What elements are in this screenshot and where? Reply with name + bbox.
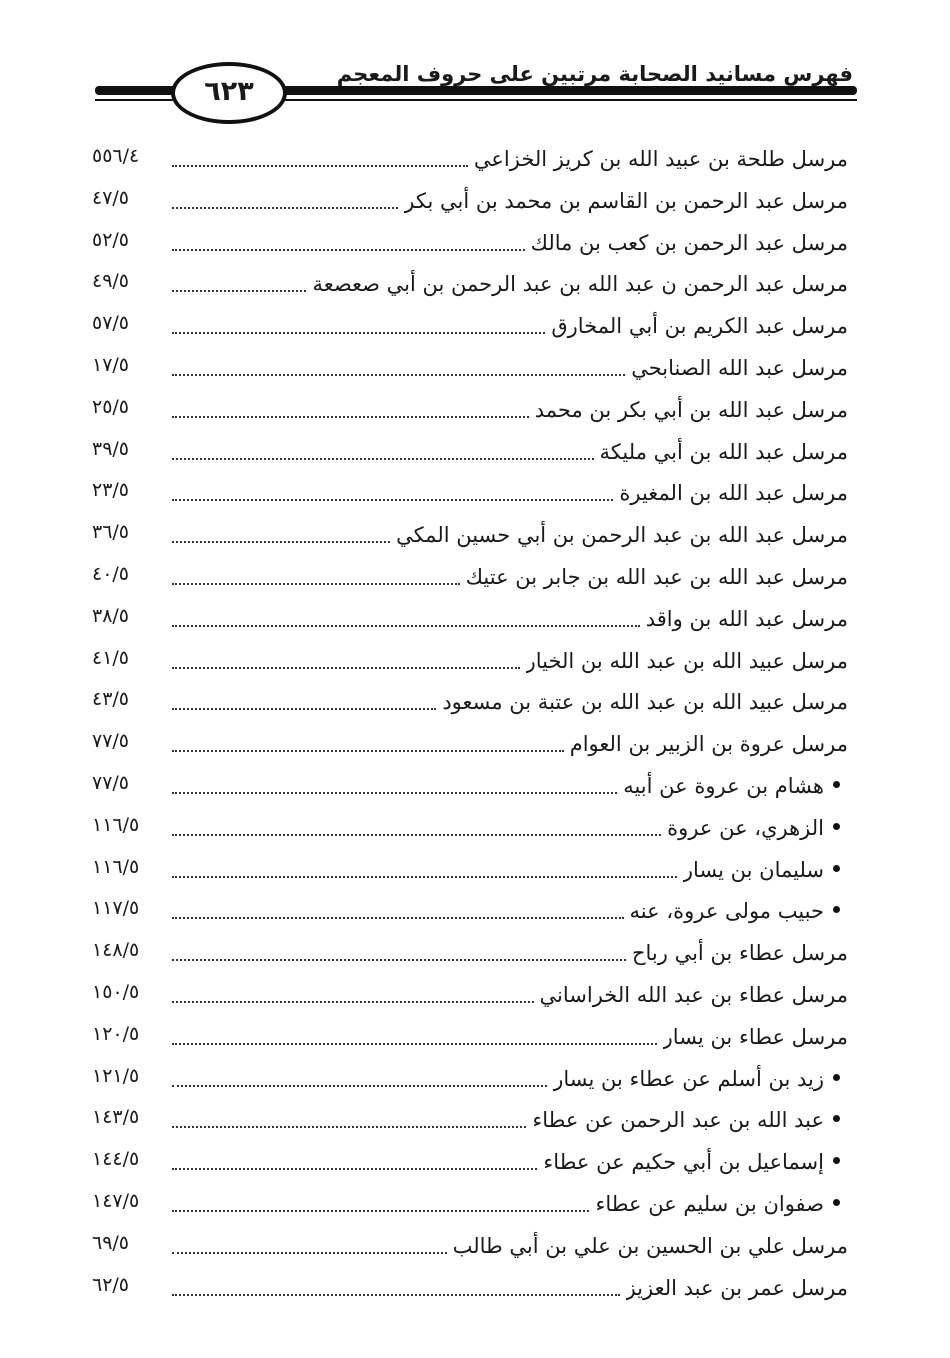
bullet-icon: [833, 1115, 840, 1122]
entry-text: مرسل عبد الله بن واقد: [645, 606, 848, 631]
entry-text: الزهري، عن عروة: [667, 815, 824, 840]
volume-page-ref: ٤١/٥: [92, 646, 130, 669]
dot-leader: [172, 458, 594, 460]
index-subentry: [0, 891, 950, 931]
index-subentry: [0, 1100, 950, 1140]
dot-leader: [172, 1085, 547, 1087]
index-subentry: [0, 808, 950, 848]
dot-leader: [172, 249, 525, 251]
entry-text: مرسل عبد الله بن أبي بكر بن محمد: [534, 397, 848, 422]
dot-leader: [172, 1126, 526, 1128]
dot-leader: [172, 1168, 537, 1170]
entry-text: مرسل عبيد الله بن عبد الله بن الخيار: [525, 648, 848, 673]
dot-leader: [172, 499, 613, 501]
entry-text: مرسل علي بن الحسين بن علي بن أبي طالب: [452, 1233, 848, 1258]
entry-text: مرسل عبد الكريم بن أبي المخارق: [551, 314, 848, 339]
dot-leader: [172, 290, 306, 292]
entry-text: إسماعيل بن أبي حكيم عن عطاء: [543, 1150, 824, 1175]
bullet-icon: [833, 1157, 840, 1164]
dot-leader: [172, 917, 624, 919]
volume-page-ref: ١١٦/٥: [92, 813, 140, 836]
volume-page-ref: ٣٦/٥: [92, 521, 130, 544]
entry-text: مرسل عبد الله بن المغيرة: [619, 481, 848, 506]
volume-page-ref: ١١٦/٥: [92, 855, 140, 878]
entry-text: مرسل عبد الرحمن بن القاسم بن محمد بن أبي بكر: [404, 188, 848, 213]
volume-page-ref: ١٤٣/٥: [92, 1106, 140, 1129]
dot-leader: [172, 165, 468, 167]
entry-text: مرسل عبد الله بن أبي مليكة: [599, 439, 848, 464]
index-entry: [0, 682, 950, 722]
dot-leader: [172, 332, 545, 334]
index-entry: [0, 1268, 950, 1308]
entry-text: صفوان بن سليم عن عطاء: [595, 1192, 824, 1216]
index-entry: [0, 390, 950, 430]
bullet-icon: [833, 865, 840, 872]
dot-leader: [172, 541, 390, 543]
index-entry: [0, 557, 950, 597]
dot-leader: [172, 374, 625, 376]
volume-page-ref: ٢٣/٥: [92, 479, 130, 502]
entry-text: سليمان بن يسار: [682, 857, 824, 882]
volume-page-ref: ٥٧/٥: [92, 312, 130, 335]
volume-page-ref: ١٤٨/٥: [92, 939, 140, 962]
dot-leader: [172, 1001, 534, 1003]
volume-page-ref: ٧٧/٥: [92, 730, 130, 753]
dot-leader: [172, 1294, 620, 1296]
index-entry: [0, 599, 950, 639]
entry-text: مرسل عبد الرحمن ن عبد الله بن عبد الرحمن بن أبي صعصعة: [312, 272, 848, 297]
entry-text: زيد بن أسلم عن عطاء بن يسار: [553, 1066, 824, 1091]
index-entry: [0, 724, 950, 764]
entry-text: حبيب مولى عروة، عنه: [629, 899, 824, 924]
index-subentry: [0, 766, 950, 806]
volume-page-ref: ١٢٠/٥: [92, 1022, 140, 1045]
index-entry: [0, 473, 950, 513]
volume-page-ref: ٥٢/٥: [92, 228, 130, 251]
dot-leader: [172, 667, 520, 669]
entry-text: مرسل عروة بن الزبير بن العوام: [569, 732, 848, 757]
running-title: فهرس مسانيد الصحابة مرتبين على حروف المعجم: [336, 62, 853, 86]
entry-text: مرسل عمر بن عبد العزيز: [625, 1275, 848, 1300]
volume-page-ref: ٣٨/٥: [92, 604, 130, 627]
volume-page-ref: ١٤٧/٥: [92, 1190, 140, 1212]
entry-text: مرسل عبد الله بن عبد الله بن جابر بن عتيك: [465, 565, 848, 589]
volume-page-ref: ٤٩/٥: [92, 270, 130, 293]
volume-page-ref: ٤٠/٥: [92, 563, 130, 585]
entry-text: مرسل طلحة بن عبيد الله بن كريز الخزاعي: [473, 147, 848, 171]
volume-page-ref: ١٢١/٥: [92, 1064, 140, 1087]
dot-leader: [172, 416, 529, 418]
index-entry: [0, 264, 950, 304]
dot-leader: [172, 750, 564, 752]
entry-text: مرسل عبد الله بن عبد الرحمن بن أبي حسين المكي: [396, 523, 848, 548]
index-entry: [0, 933, 950, 973]
index-entry: [0, 515, 950, 555]
dot-leader: [172, 583, 460, 585]
index-entry: [0, 641, 950, 681]
volume-page-ref: ١٧/٥: [92, 354, 130, 376]
entry-text: مرسل عبد الرحمن بن كعب بن مالك: [530, 230, 848, 255]
index-subentry: [0, 1184, 950, 1224]
dot-leader: [172, 1252, 447, 1254]
entry-text: مرسل عبيد الله بن عبد الله بن عتبة بن مسعود: [442, 690, 848, 715]
index-entry: [0, 432, 950, 472]
volume-page-ref: ٣٩/٥: [92, 437, 130, 460]
entry-text: مرسل عطاء بن أبي رباح: [631, 941, 848, 966]
index-entry: [0, 306, 950, 346]
index-entry: [0, 1226, 950, 1266]
dot-leader: [172, 834, 661, 836]
volume-page-ref: ١٥٠/٥: [92, 981, 140, 1003]
bullet-icon: [833, 906, 840, 913]
dot-leader: [172, 1210, 589, 1212]
volume-page-ref: ٢٥/٥: [92, 395, 130, 418]
index-entry: [0, 139, 950, 179]
dot-leader: [172, 625, 640, 627]
volume-page-ref: ١١٧/٥: [92, 897, 140, 920]
index-subentry: [0, 850, 950, 890]
dot-leader: [172, 792, 617, 794]
dot-leader: [172, 1043, 657, 1045]
volume-page-ref: ٤٣/٥: [92, 688, 130, 711]
dot-leader: [172, 207, 398, 209]
entry-text: مرسل عبد الله الصنابحي: [631, 356, 848, 380]
dot-leader: [172, 959, 626, 961]
bullet-icon: [833, 1199, 840, 1206]
index-entry: [0, 1017, 950, 1057]
index-subentry: [0, 1142, 950, 1182]
bullet-icon: [833, 781, 840, 788]
volume-page-ref: ٤٧/٥: [92, 186, 130, 209]
volume-page-ref: ١٤٤/٥: [92, 1148, 140, 1171]
index-subentry: [0, 1059, 950, 1099]
entry-text: هشام بن عروة عن أبيه: [623, 774, 824, 798]
index-entry: [0, 181, 950, 221]
bullet-icon: [833, 1074, 840, 1081]
volume-page-ref: ٥٥٦/٤: [92, 145, 140, 167]
index-entry: [0, 975, 950, 1015]
index-entry: [0, 348, 950, 388]
volume-page-ref: ٦٢/٥: [92, 1273, 130, 1296]
volume-page-ref: ٦٩/٥: [92, 1231, 130, 1254]
entry-text: مرسل عطاء بن عبد الله الخراساني: [539, 983, 848, 1007]
dot-leader: [172, 876, 677, 878]
entry-text: مرسل عطاء بن يسار: [662, 1024, 848, 1049]
volume-page-ref: ٧٧/٥: [92, 772, 130, 794]
page-number: ٦٢٣: [171, 62, 287, 124]
dot-leader: [172, 708, 436, 710]
entry-text: عبد الله بن عبد الرحمن عن عطاء: [532, 1108, 824, 1133]
index-entry: [0, 223, 950, 263]
bullet-icon: [833, 823, 840, 830]
